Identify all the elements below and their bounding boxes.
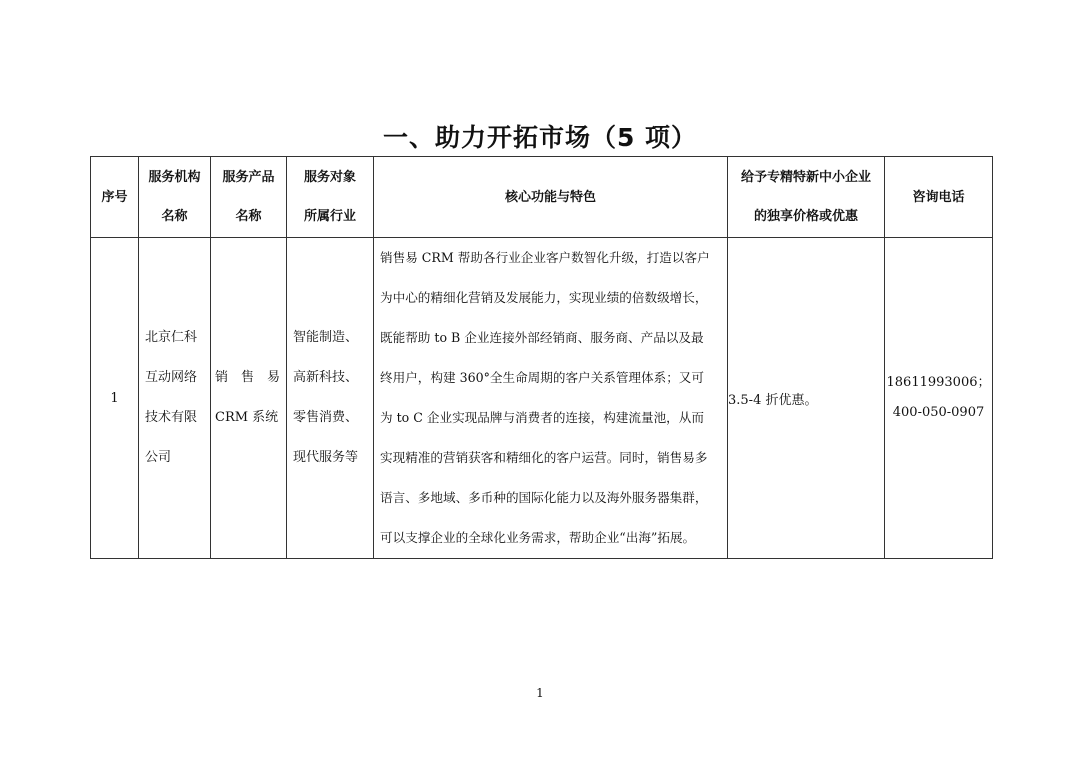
cell-no: 1 (91, 238, 139, 559)
page-title: 一、助力开拓市场（5 项） (382, 123, 698, 152)
header-offer: 给予专精特新中小企业 的独享价格或优惠 (728, 157, 885, 238)
header-product: 服务产品 名称 (211, 157, 287, 238)
header-features: 核心功能与特色 (374, 157, 728, 238)
header-no: 序号 (91, 157, 139, 238)
table-header-row (91, 157, 993, 238)
cell-offer: 3.5-4 折优惠。 (728, 238, 885, 559)
header-industry: 服务对象 所属行业 (287, 157, 374, 238)
cell-industry: 智能制造、 高新科技、 零售消费、 现代服务等 (287, 238, 374, 559)
page-number: 1 (536, 686, 544, 700)
cell-org: 北京仁科 互动网络 技术有限 公司 (139, 238, 211, 559)
header-phone: 咨询电话 (885, 157, 993, 238)
header-org: 服务机构 名称 (139, 157, 211, 238)
cell-product: 销 售 易 CRM 系统 (211, 238, 287, 559)
services-table (90, 156, 993, 559)
cell-features: 销售易 CRM 帮助各行业企业客户数智化升级，打造以客户 为中心的精细化营销及发展能力，实现业绩的倍数级增长， 既能帮助 to B 企业连接外部经销商、服务商、产品以及最 终用户，构建 360°全生命周期的客户关系管理体系；又可 为 to C 企业实现品牌与消费者的连接，构建流量池，从而 实现精准的营销获客和精细化的客户运营。同时，销售易多 语言、多地域、多币种的国际化能力以及海外服务器集群， 可以支撑企业的全球化业务需求，帮助企业“出海”拓展。 (374, 238, 728, 559)
table-row (91, 238, 993, 559)
cell-phone: 18611993006； 400-050-0907 (885, 238, 993, 559)
